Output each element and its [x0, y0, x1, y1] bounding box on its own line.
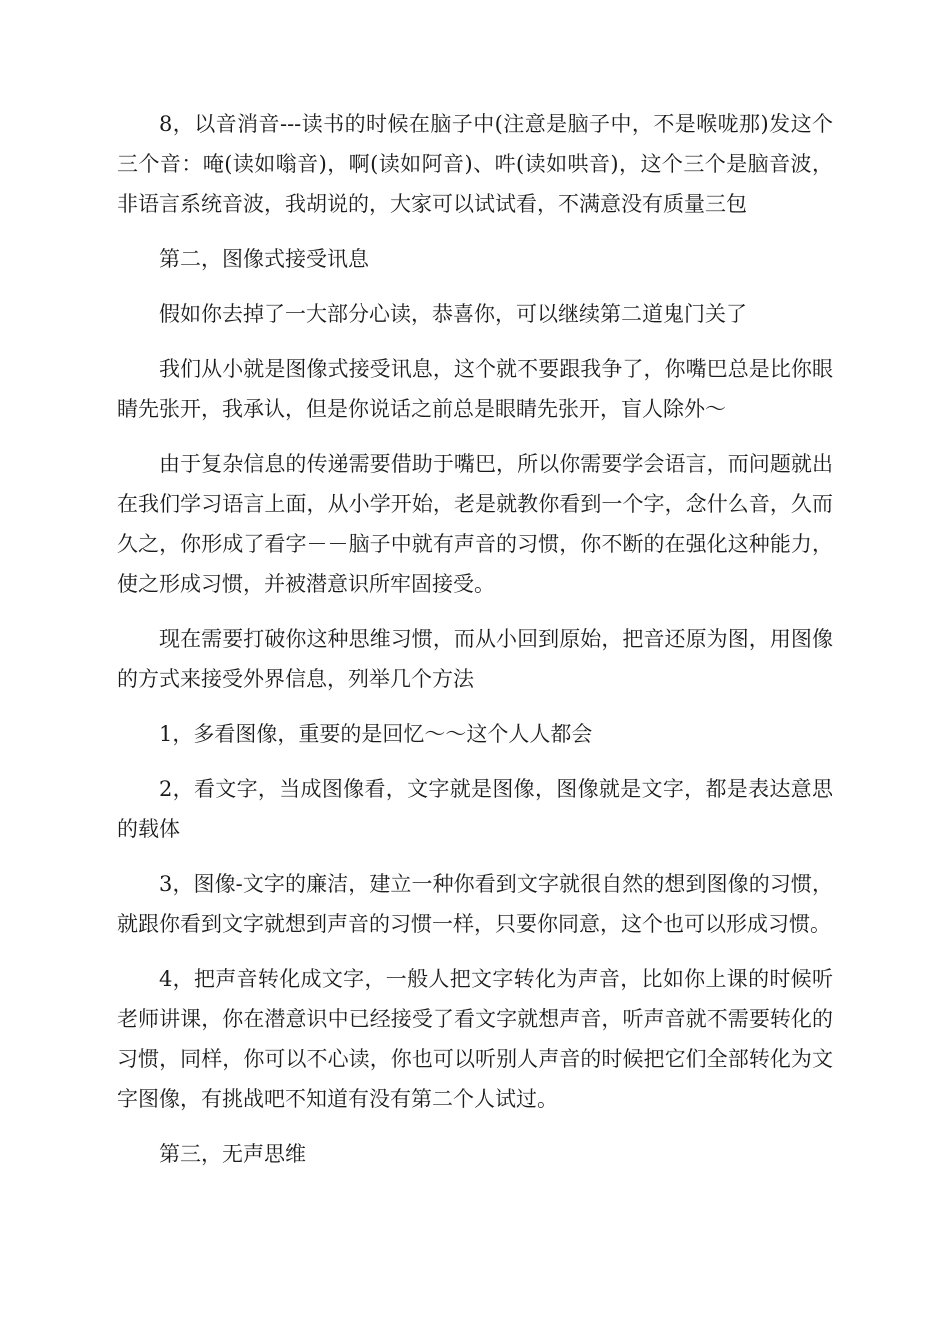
paragraph-image-reception: 我们从小就是图像式接受讯息，这个就不要跟我争了，你嘴巴总是比你眼睛先张开，我承认，但是你说话之前总是眼睛先张开，盲人除外～ [117, 357, 833, 421]
list-item-2: 2，看文字，当成图像看，文字就是图像，图像就是文字，都是表达意思的载体 [117, 777, 833, 841]
paragraph-method-8: 8，以音消音---读书的时候在脑子中(注意是脑子中，不是喉咙那)发这个三个音：唵(读如嗡音)，啊(读如阿音)、吽(读如哄音)，这个三个是脑音波，非语言系统音波，我胡说的，大家可以试试看，不满意没有质量三包 [117, 112, 833, 216]
list-item-1: 1，多看图像，重要的是回忆～～这个人人都会 [159, 722, 593, 746]
list-item-4: 4，把声音转化成文字，一般人把文字转化为声音，比如你上课的时候听老师讲课，你在潜意识中已经接受了看文字就想声音，听声音就不需要转化的习惯，同样，你可以不心读，你也可以听别人声音的时候把它们全部转化为文字图像，有挑战吧不知道有没有第二个人试过。 [117, 967, 833, 1111]
document-body [117, 104, 833, 1189]
paragraph-break-habit: 现在需要打破你这种思维习惯，而从小回到原始，把音还原为图，用图像的方式来接受外界信息，列举几个方法 [117, 627, 833, 691]
paragraph-intro: 假如你去掉了一大部分心读，恭喜你，可以继续第二道鬼门关了 [159, 302, 747, 326]
section-heading-3: 第三，无声思维 [159, 1142, 306, 1166]
list-item-3: 3，图像-文字的廉洁，建立一种你看到文字就很自然的想到图像的习惯，就跟你看到文字就想到声音的习惯一样，只要你同意，这个也可以形成习惯。 [117, 872, 833, 936]
section-heading-2: 第二，图像式接受讯息 [159, 247, 369, 271]
paragraph-language-learning: 由于复杂信息的传递需要借助于嘴巴，所以你需要学会语言，而问题就出在我们学习语言上面，从小学开始，老是就教你看到一个字，念什么音，久而久之，你形成了看字－－脑子中就有声音的习惯，你不断的在强化这种能力，使之形成习惯，并被潜意识所牢固接受。 [117, 452, 833, 596]
